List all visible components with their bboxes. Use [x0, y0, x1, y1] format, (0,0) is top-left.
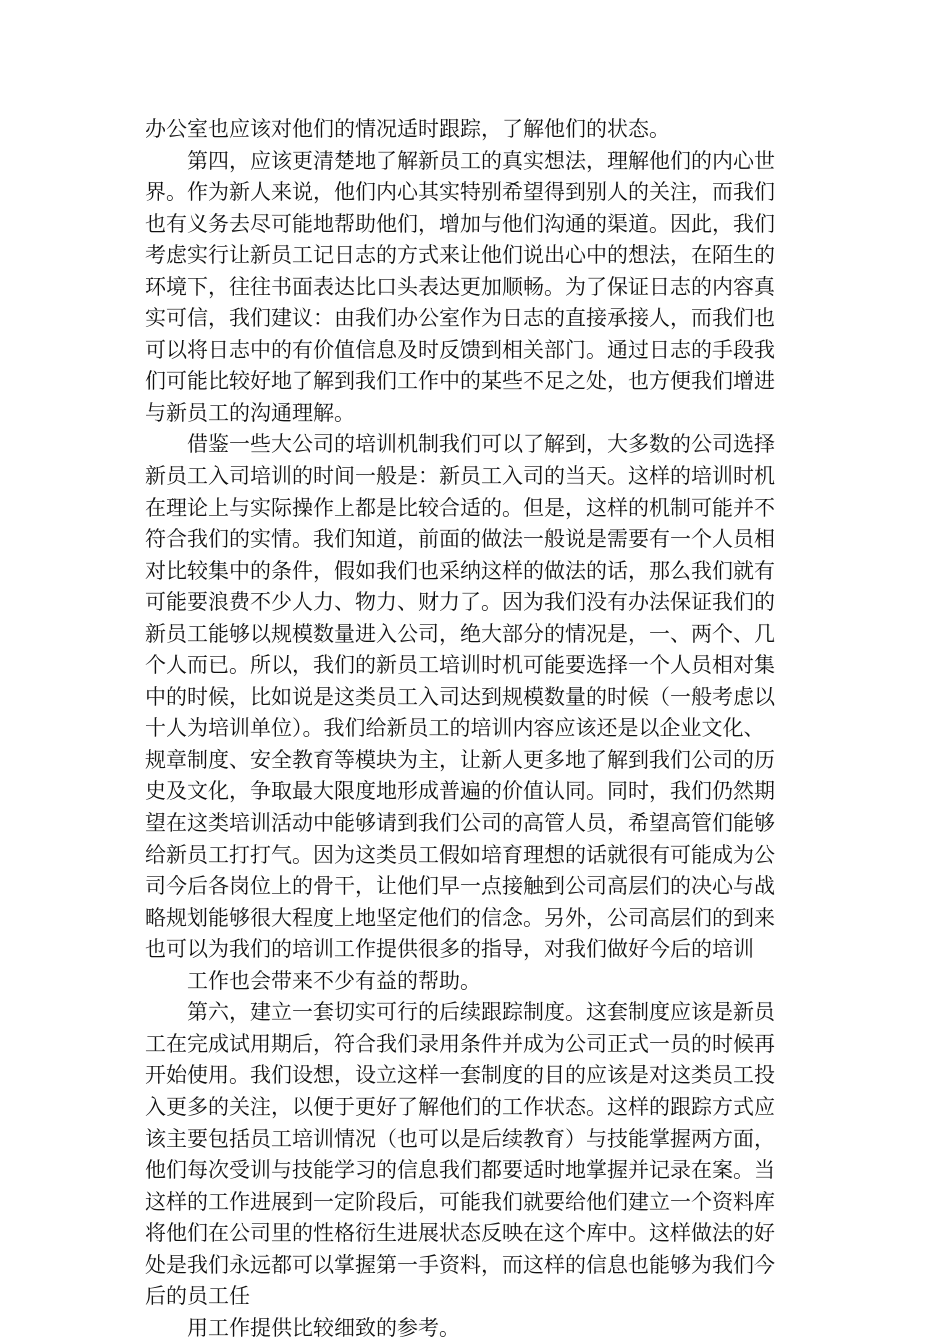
- text-line: 望在这类培训活动中能够请到我们公司的高管人员，希望高管们能够: [145, 811, 775, 836]
- text-line: 符合我们的实情。我们知道，前面的做法一般说是需要有一个人员相: [145, 527, 775, 552]
- text-line: 十人为培训单位）。我们给新员工的培训内容应该还是以企业文化、: [145, 716, 765, 741]
- text-line: 将他们在公司里的性格衍生进展状态反映在这个库中。这样做法的好: [145, 1221, 775, 1246]
- text-line: 考虑实行让新员工记日志的方式来让他们说出心中的想法，在陌生的: [145, 243, 775, 268]
- text-line: 新员工能够以规模数量进入公司，绝大部分的情况是，一、两个、几: [145, 621, 775, 646]
- text-line: 可能要浪费不少人力、物力、财力了。因为我们没有办法保证我们的: [145, 590, 775, 615]
- text-line: 处是我们永远都可以掌握第一手资料，而这样的信息也能够为我们今: [145, 1252, 775, 1277]
- text-line: 也有义务去尽可能地帮助他们，增加与他们沟通的渠道。因此，我们: [145, 211, 775, 236]
- text-line: 也可以为我们的培训工作提供很多的指导，对我们做好今后的培训: [145, 937, 754, 962]
- text-line: 略规划能够很大程度上地坚定他们的信念。另外，公司高层们的到来: [145, 905, 775, 930]
- text-line: 史及文化，争取最大限度地形成普遍的价值认同。同时，我们仍然期: [145, 779, 775, 804]
- text-line: 对比较集中的条件，假如我们也采纳这样的做法的话，那么我们就有: [145, 558, 775, 583]
- text-line: 第六，建立一套切实可行的后续跟踪制度。这套制度应该是新员: [187, 1000, 775, 1025]
- text-line: 该主要包括员工培训情况（也可以是后续教育）与技能掌握两方面，: [145, 1126, 775, 1151]
- text-line: 他们每次受训与技能学习的信息我们都要适时地掌握并记录在案。当: [145, 1158, 775, 1183]
- text-line: 入更多的关注，以便于更好了解他们的工作状态。这样的跟踪方式应: [145, 1094, 775, 1119]
- text-line: 开始使用。我们设想，设立这样一套制度的目的应该是对这类员工投: [145, 1063, 775, 1088]
- text-line: 可以将日志中的有价值信息及时反馈到相关部门。通过日志的手段我: [145, 337, 775, 362]
- text-line: 与新员工的沟通理解。: [145, 400, 355, 425]
- text-line: 这样的工作进展到一定阶段后，可能我们就要给他们建立一个资料库: [145, 1189, 775, 1214]
- text-line: 个人而已。所以，我们的新员工培训时机可能要选择一个人员相对集: [145, 653, 775, 678]
- text-line: 新员工入司培训的时间一般是：新员工入司的当天。这样的培训时机: [145, 464, 775, 489]
- text-line: 规章制度、安全教育等模块为主，让新人更多地了解到我们公司的历: [145, 747, 775, 772]
- text-line: 界。作为新人来说，他们内心其实特别希望得到别人的关注，而我们: [145, 180, 775, 205]
- text-line: 工作也会带来不少有益的帮助。: [187, 968, 481, 993]
- text-line: 司今后各岗位上的骨干，让他们早一点接触到公司高层们的决心与战: [145, 874, 775, 899]
- text-line: 们可能比较好地了解到我们工作中的某些不足之处，也方便我们增进: [145, 369, 775, 394]
- text-line: 办公室也应该对他们的情况适时跟踪，了解他们的状态。: [145, 117, 670, 141]
- text-line: 工在完成试用期后，符合我们录用条件并成为公司正式一员的时候再: [145, 1031, 775, 1056]
- text-line: 借鉴一些大公司的培训机制我们可以了解到，大多数的公司选择: [187, 432, 775, 457]
- text-line: 实可信，我们建议：由我们办公室作为日志的直接承接人，而我们也: [145, 306, 775, 331]
- text-line: 环境下，往往书面表达比口头表达更加顺畅。为了保证日志的内容真: [145, 274, 775, 299]
- text-line: 在理论上与实际操作上都是比较合适的。但是，这样的机制可能并不: [145, 495, 775, 520]
- text-line: 后的员工任: [145, 1284, 250, 1309]
- text-line: 用工作提供比较细致的参考。: [187, 1315, 460, 1340]
- document-body: [145, 114, 810, 1344]
- text-line: 给新员工打打气。因为这类员工假如培育理想的话就很有可能成为公: [145, 842, 775, 867]
- text-line: 第四，应该更清楚地了解新员工的真实想法，理解他们的内心世: [187, 148, 775, 173]
- text-line: 中的时候，比如说是这类员工入司达到规模数量的时候（一般考虑以: [145, 684, 775, 709]
